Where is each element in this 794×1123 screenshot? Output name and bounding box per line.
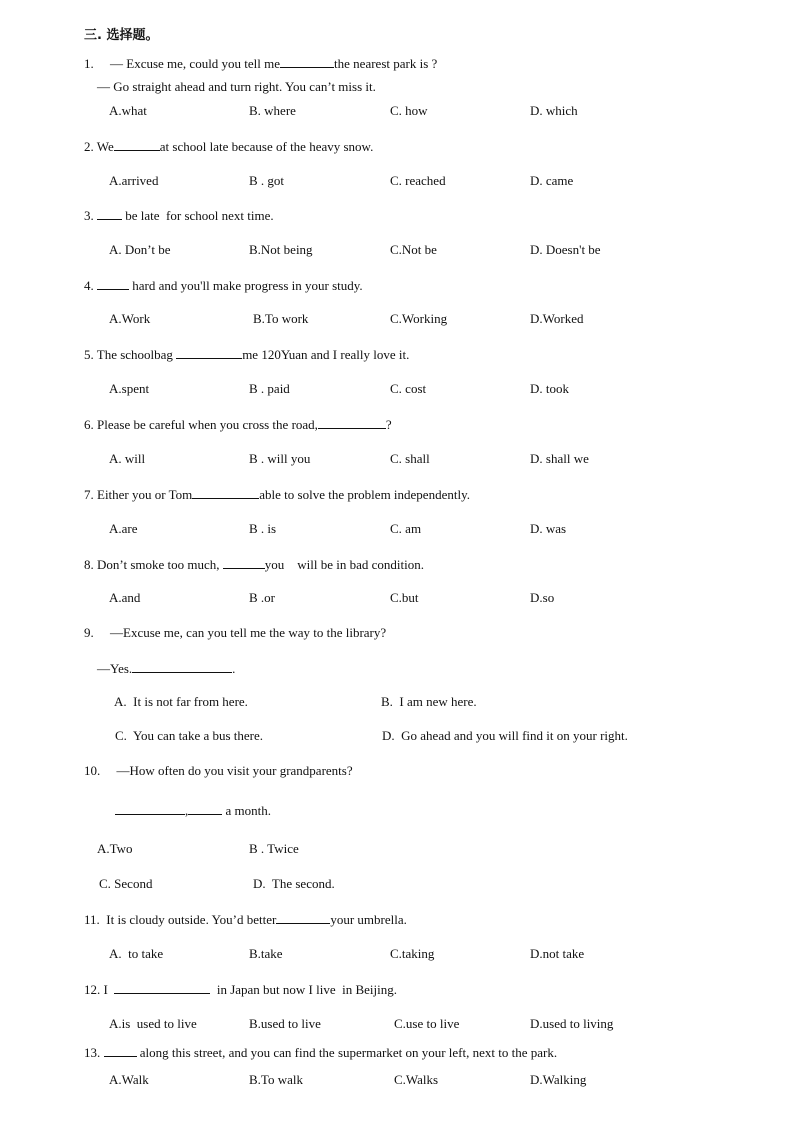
answer-blank[interactable] — [188, 802, 222, 815]
question-4-option-a[interactable]: A.Work — [109, 311, 151, 326]
answer-blank[interactable] — [318, 416, 386, 429]
question-10-option-d[interactable]: D. The second. — [253, 876, 335, 891]
question-5-option-b[interactable]: B . paid — [249, 381, 290, 396]
question-8-option-d[interactable]: D.so — [530, 590, 555, 605]
answer-blank[interactable] — [115, 802, 185, 815]
answer-blank[interactable] — [114, 981, 210, 994]
question-12-option-c[interactable]: C.use to live — [394, 1016, 460, 1031]
question-4-option-c[interactable]: C.Working — [390, 311, 448, 326]
question-6-option-a[interactable]: A. will — [109, 451, 146, 466]
question-10-option-c[interactable]: C. Second — [99, 876, 153, 891]
question-2-option-b[interactable]: B . got — [249, 173, 285, 188]
question-8-option-b[interactable]: B .or — [249, 590, 275, 605]
question-7-stem: 7. Either you or Tom able to solve the problem independently. — [84, 487, 470, 502]
question-10-option-b[interactable]: B . Twice — [249, 841, 299, 856]
question-2-option-a[interactable]: A.arrived — [109, 173, 159, 188]
question-10-stem-line-2: , a month. — [115, 802, 271, 819]
question-6-option-d[interactable]: D. shall we — [530, 451, 589, 466]
answer-blank[interactable] — [192, 486, 259, 499]
question-2-option-c[interactable]: C. reached — [390, 173, 446, 188]
question-11-stem: 11. It is cloudy outside. You’d better your umbrella. — [84, 912, 407, 927]
question-12-option-b[interactable]: B.used to live — [249, 1016, 321, 1031]
answer-blank[interactable] — [223, 556, 265, 569]
question-11-option-b[interactable]: B.take — [249, 946, 283, 961]
question-5-option-d[interactable]: D. took — [530, 381, 569, 396]
answer-blank[interactable] — [276, 911, 330, 924]
question-6-stem: 6. Please be careful when you cross the road, ? — [84, 417, 392, 432]
question-8-stem: 8. Don’t smoke too much, you will be in bad condition. — [84, 557, 425, 572]
question-10-stem-line-1: 10. —How often do you visit your grandparents? — [84, 763, 353, 778]
question-9-stem-line-2: —Yes. . — [97, 661, 236, 676]
question-5-stem: 5. The schoolbag me 120Yuan and I really love it. — [84, 347, 410, 362]
question-1-stem-line-2: — Go straight ahead and turn right. You can’t miss it. — [97, 79, 376, 94]
question-4-stem: 4. hard and you'll make progress in your study. — [84, 278, 363, 293]
answer-blank[interactable] — [280, 55, 334, 68]
question-8-option-c[interactable]: C.but — [390, 590, 419, 605]
question-13-option-c[interactable]: C.Walks — [394, 1072, 439, 1087]
question-11-option-a[interactable]: A. to take — [109, 946, 164, 961]
question-1-option-c[interactable]: C. how — [390, 103, 428, 118]
question-13-option-b[interactable]: B.To walk — [249, 1072, 303, 1087]
question-6-option-b[interactable]: B . will you — [249, 451, 311, 466]
question-9-option-c[interactable]: C. You can take a bus there. — [115, 728, 264, 743]
question-4-option-d[interactable]: D.Worked — [530, 311, 584, 326]
question-5-option-a[interactable]: A.spent — [109, 381, 150, 396]
question-3-option-b[interactable]: B.Not being — [249, 242, 313, 257]
question-13-stem: 13. along this street, and you can find the supermarket on your left, next to the park. — [84, 1045, 558, 1060]
question-3-option-a[interactable]: A. Don’t be — [109, 242, 171, 257]
question-9-option-d[interactable]: D. Go ahead and you will find it on your right. — [382, 728, 628, 743]
question-8-option-a[interactable]: A.and — [109, 590, 141, 605]
question-10-option-a[interactable]: A.Two — [97, 841, 133, 856]
question-3-stem: 3. be late for school next time. — [84, 208, 274, 223]
question-1-option-a[interactable]: A.what — [109, 103, 147, 118]
question-12-option-d[interactable]: D.used to living — [530, 1016, 614, 1031]
question-1-option-d[interactable]: D. which — [530, 103, 578, 118]
question-11-option-c[interactable]: C.taking — [390, 946, 435, 961]
question-2-option-d[interactable]: D. came — [530, 173, 574, 188]
question-3-option-d[interactable]: D. Doesn't be — [530, 242, 601, 257]
section-title: 三. 选择题。 — [84, 28, 159, 43]
question-13-option-d[interactable]: D.Walking — [530, 1072, 587, 1087]
question-7-option-d[interactable]: D. was — [530, 521, 567, 536]
question-2-stem: 2. We at school late because of the heavy snow. — [84, 139, 374, 154]
question-1-stem-line-1: 1. — Excuse me, could you tell me the nearest park is ? — [84, 56, 438, 71]
question-13-option-a[interactable]: A.Walk — [109, 1072, 149, 1087]
question-11-option-d[interactable]: D.not take — [530, 946, 585, 961]
answer-blank[interactable] — [97, 207, 122, 220]
question-3-option-c[interactable]: C.Not be — [390, 242, 437, 257]
question-1-option-b[interactable]: B. where — [249, 103, 296, 118]
answer-blank[interactable] — [104, 1044, 137, 1057]
question-7-option-b[interactable]: B . is — [249, 521, 277, 536]
question-9-option-b[interactable]: B. I am new here. — [381, 694, 477, 709]
question-12-option-a[interactable]: A.is used to live — [109, 1016, 197, 1031]
question-6-option-c[interactable]: C. shall — [390, 451, 430, 466]
question-12-stem: 12. I in Japan but now I live in Beijing. — [84, 982, 398, 997]
question-9-stem-line-1: 9. —Excuse me, can you tell me the way to the library? — [84, 625, 387, 640]
question-7-option-c[interactable]: C. am — [390, 521, 422, 536]
question-4-option-b[interactable]: B.To work — [253, 311, 309, 326]
answer-blank[interactable] — [176, 346, 242, 359]
answer-blank[interactable] — [114, 138, 160, 151]
question-7-option-a[interactable]: A.are — [109, 521, 138, 536]
question-9-option-a[interactable]: A. It is not far from here. — [114, 694, 248, 709]
answer-blank[interactable] — [97, 277, 129, 290]
question-5-option-c[interactable]: C. cost — [390, 381, 427, 396]
answer-blank[interactable] — [132, 660, 232, 673]
